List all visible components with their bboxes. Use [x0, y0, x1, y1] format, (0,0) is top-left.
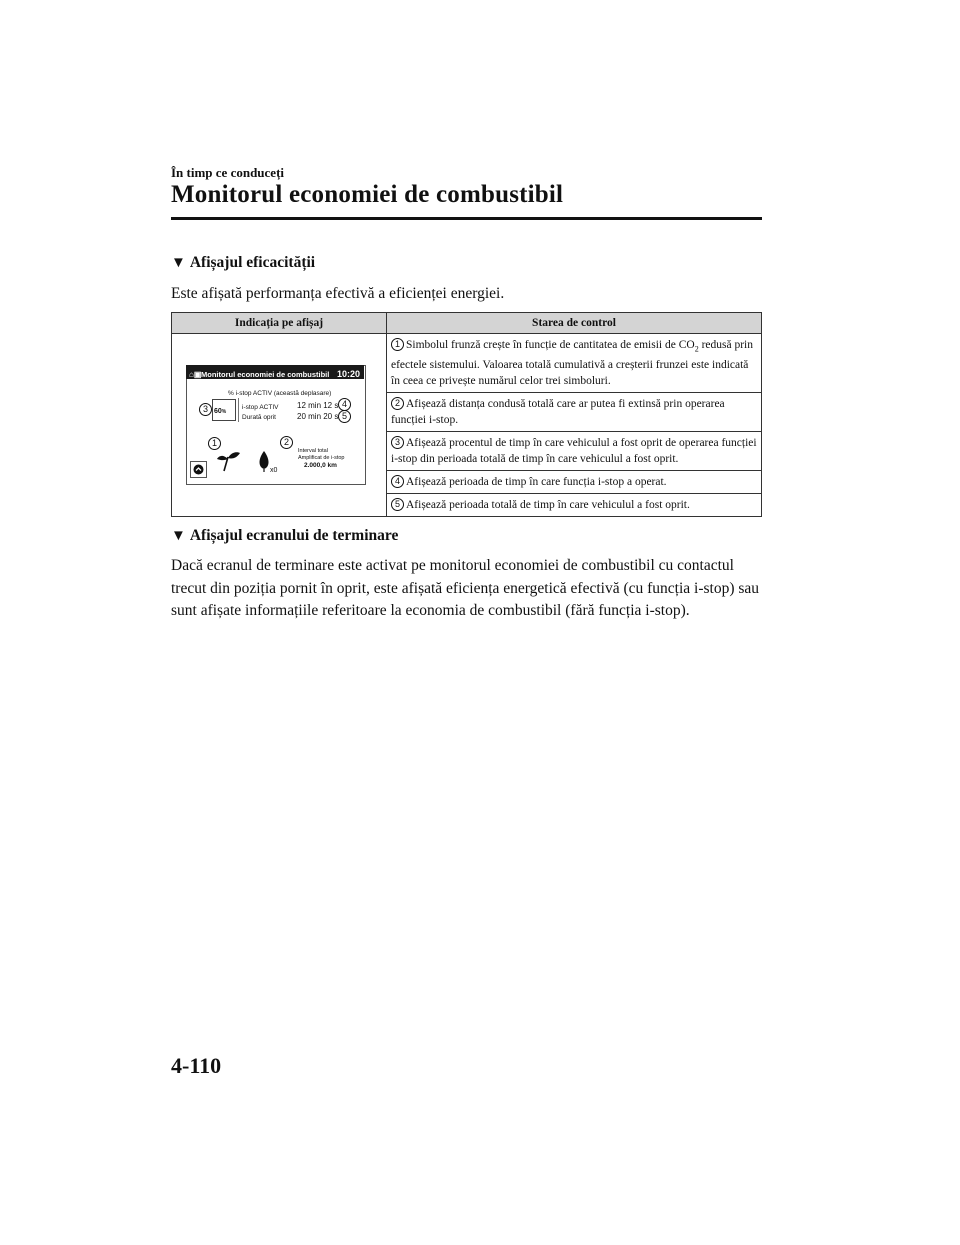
stop-label: Durată oprit — [242, 414, 276, 422]
triangle-bullet-icon: ▼ — [171, 528, 186, 544]
callout-number: 3 — [391, 436, 404, 449]
divider-line — [238, 398, 239, 422]
home-icon: ⌂▣ — [189, 370, 202, 380]
callout-number: 4 — [391, 475, 404, 488]
state-text: Simbolul frunză crește în funcție de cantitatea de emisii de CO — [406, 339, 695, 351]
triangle-bullet-icon: ▼ — [171, 255, 186, 271]
indication-table — [171, 312, 762, 517]
back-button[interactable] — [190, 461, 207, 478]
subheading-end-screen — [171, 527, 398, 545]
state-cell-3 — [387, 432, 762, 471]
end-screen-paragraph: Dacă ecranul de terminare este activat pe monitorul economiei de combustibil cu contactul trecut din poziția pornit în oprit, este afișată eficiența energetică efectivă (cu funcția i-stop) sau sunt afișate informațiile referitoare la economia de combustibil (fără funcția i-stop). — [171, 557, 760, 619]
percent-value: 60% — [214, 408, 227, 416]
state-cell-2 — [387, 393, 762, 432]
state-text: Afișează procentul de timp în care vehiculul a fost oprit de operarea funcției i-stop din perioada totală de timp în care vehiculul a fost oprit. — [391, 437, 757, 466]
display-illustration-cell — [172, 334, 387, 517]
screen-caption: % i-stop ACTIV (această deplasare) — [228, 390, 332, 398]
subscript: 2 — [694, 344, 699, 354]
callout-2: 2 — [280, 436, 293, 449]
col-header-state: Starea de control — [387, 313, 762, 334]
subheading-efficiency — [171, 254, 315, 272]
callout-3: 3 — [199, 403, 212, 416]
back-icon — [191, 462, 206, 477]
screen-clock: 10:20 — [336, 369, 360, 380]
istop-label: i-stop ACTIV — [242, 404, 279, 412]
screen-title-bar — [186, 365, 364, 379]
istop-value: 12 min 12 s — [297, 401, 339, 411]
callout-5: 5 — [338, 410, 351, 423]
section-label: În timp ce conduceți — [171, 165, 285, 180]
col-header-display: Indicația pe afișaj — [172, 313, 387, 334]
state-cell-4 — [387, 471, 762, 494]
state-cell-1 — [387, 334, 762, 393]
callout-1: 1 — [208, 437, 221, 450]
leaf-count: x0 — [270, 467, 278, 475]
distance-value: 2.000,0 km — [304, 462, 337, 470]
page-title: Monitorul economiei de combustibil — [171, 181, 564, 208]
callout-number: 5 — [391, 498, 404, 511]
intro-paragraph: Este afișată performanța efectivă a eficienței energiei. — [171, 285, 505, 302]
fuel-monitor-screen — [186, 365, 386, 485]
callout-number: 2 — [391, 397, 404, 410]
callout-number: 1 — [391, 338, 404, 351]
state-text: redusă prin efectele sistemului. Valoarea totală cumulativă a creșterii frunzei este indicată în ceea ce privește numărul celor trei simboluri. — [391, 339, 753, 388]
amplified-label: Amplificat de i-stop — [298, 455, 345, 462]
callout-4: 4 — [338, 398, 351, 411]
state-text: Afișează perioada totală de timp în care vehiculul a fost oprit. — [406, 499, 690, 512]
subheading-text: Afișajul eficacității — [189, 254, 316, 271]
page-number: 4-110 — [171, 1053, 222, 1078]
stop-value: 20 min 20 s — [297, 412, 339, 422]
subheading-text: Afișajul ecranului de terminare — [189, 527, 399, 544]
table-header-row — [172, 313, 762, 334]
state-text: Afișează distanța condusă totală care ar putea fi extinsă prin operarea funcției i-stop. — [391, 398, 725, 427]
title-rule — [171, 217, 762, 220]
state-cell-5 — [387, 494, 762, 517]
table-row — [172, 334, 762, 393]
interval-label: Interval total — [298, 448, 328, 455]
state-text: Afișează perioada de timp în care funcția i-stop a operat. — [406, 476, 667, 489]
screen-title: Monitorul economiei de combustibil — [201, 370, 330, 380]
